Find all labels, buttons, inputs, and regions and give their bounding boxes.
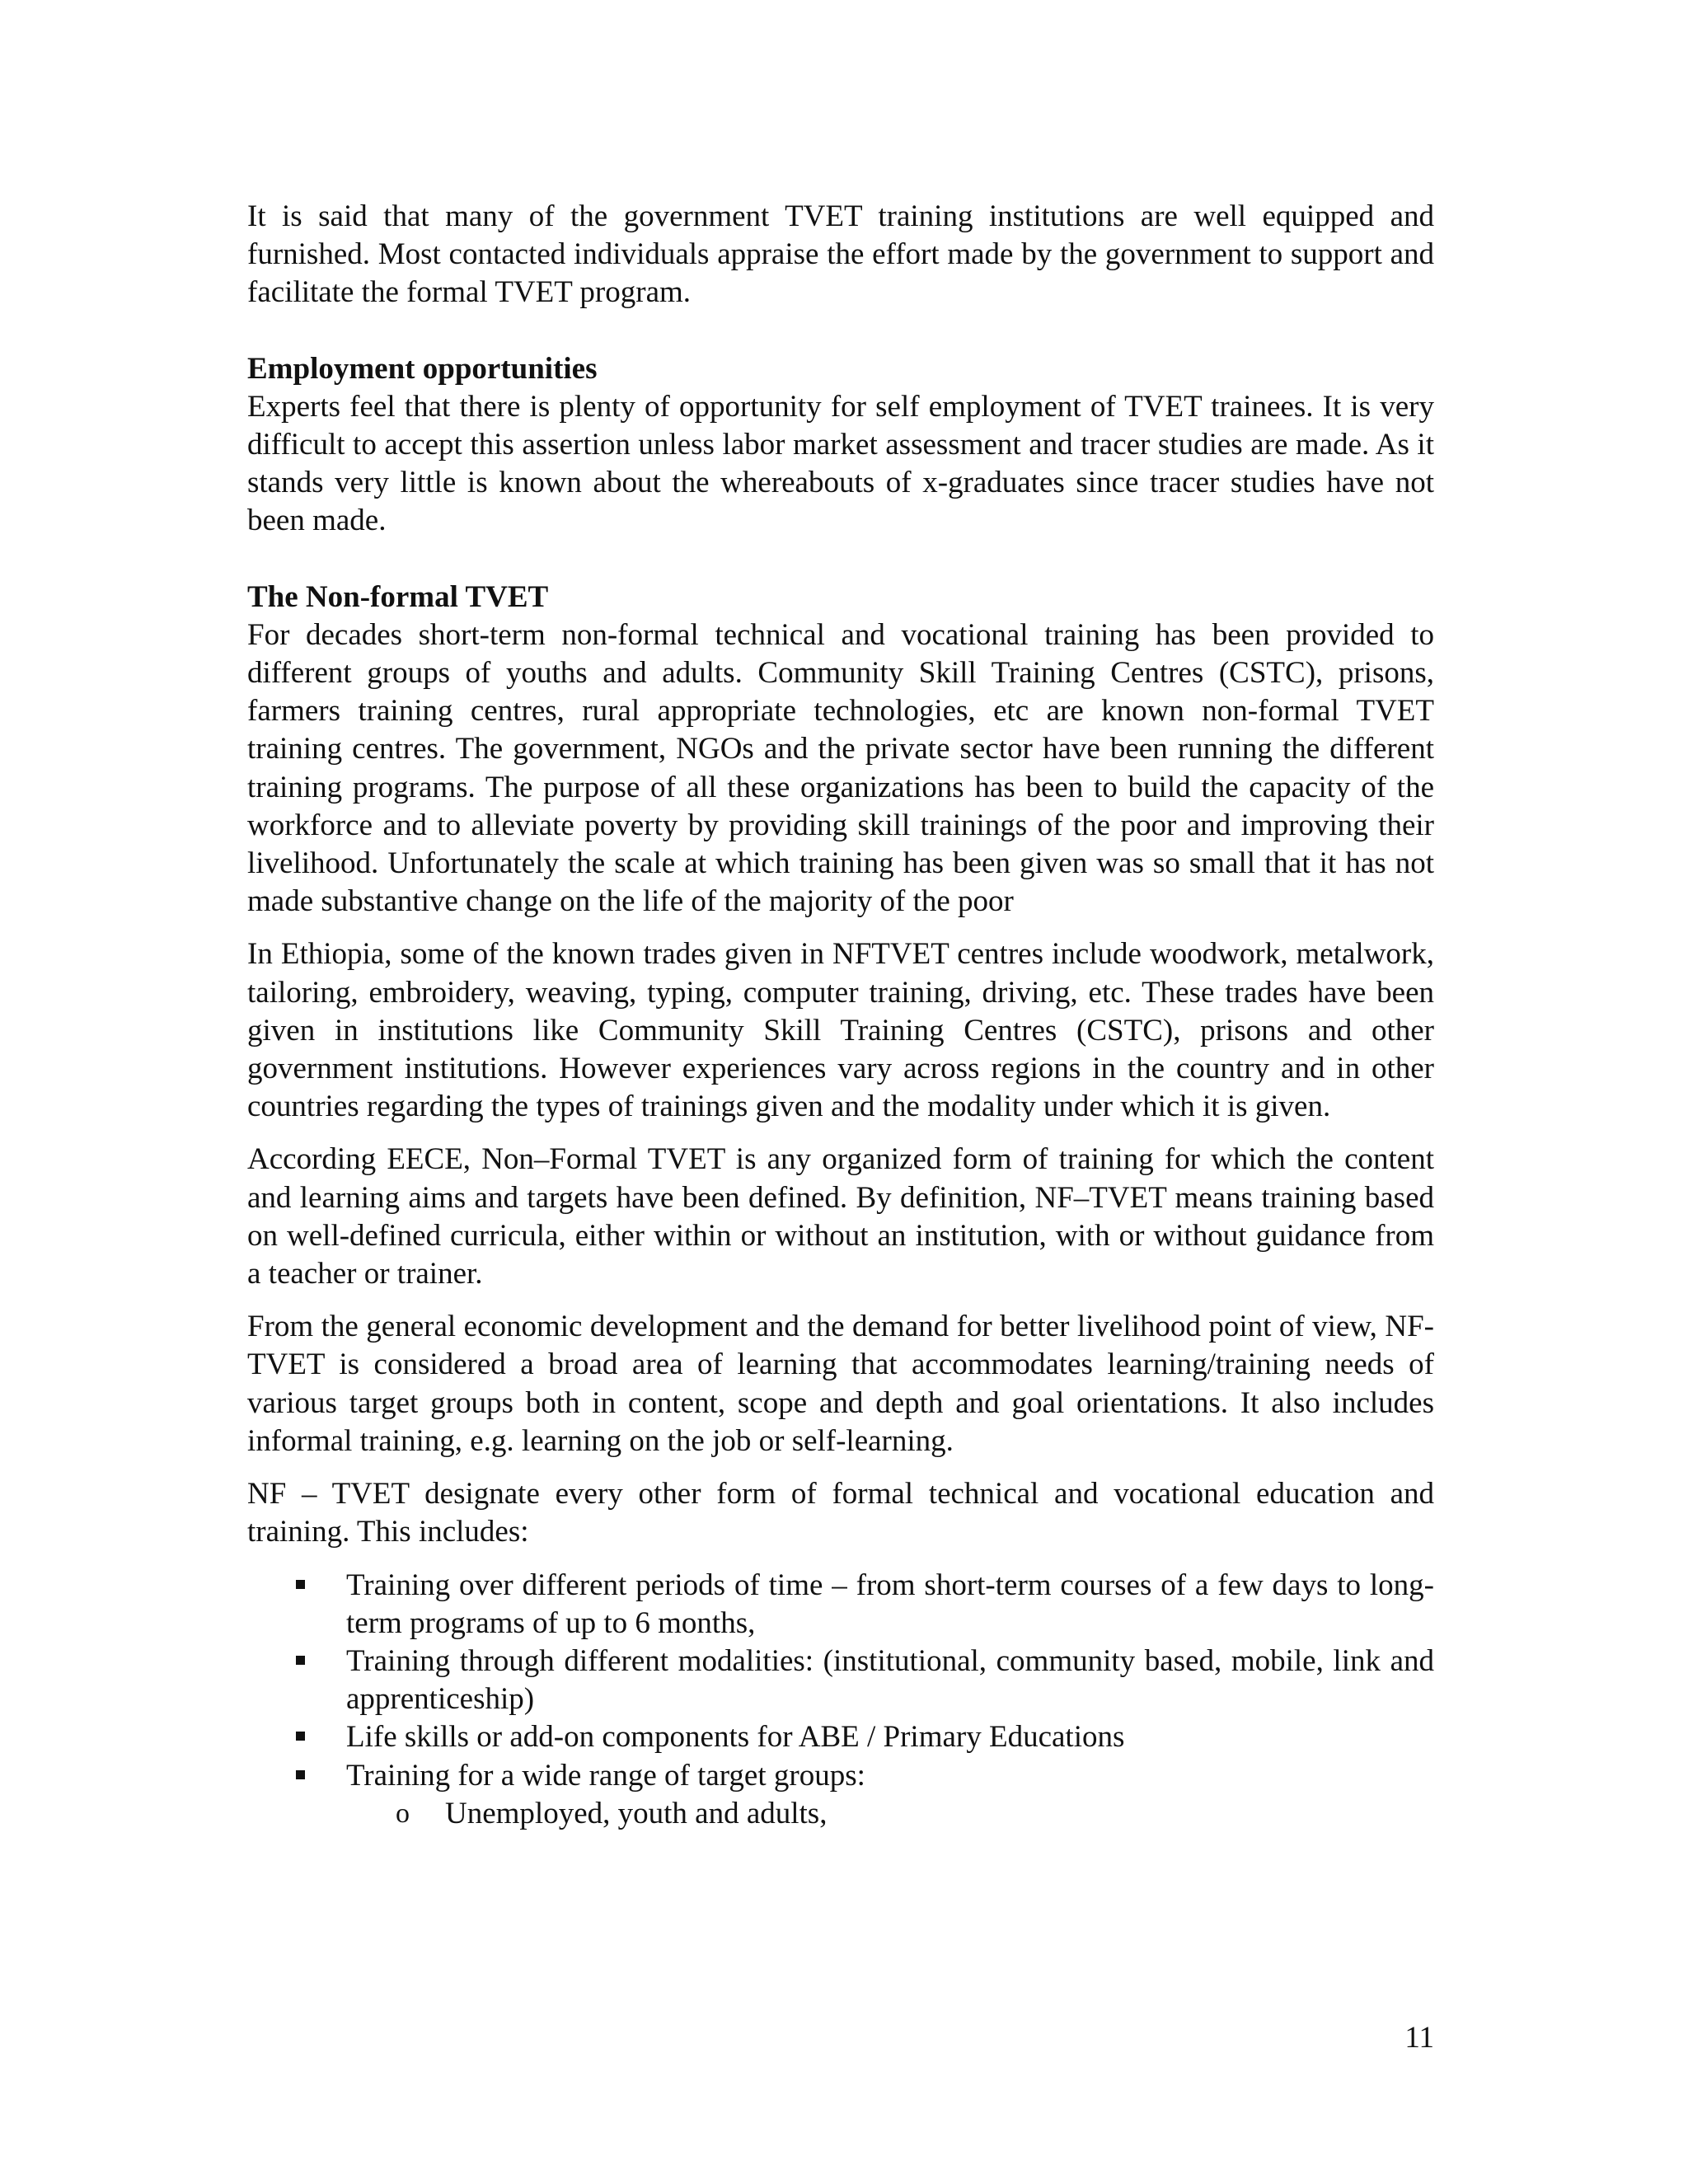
- intro-paragraph: It is said that many of the government TVET training institutions are well equipped and furnished. Most contacted individuals appraise the effort made by the government to support and facilitate the formal TVET program.: [247, 199, 1434, 310]
- nonformal-paragraph-5: NF – TVET designate every other form of formal technical and vocational education and training. This includes:: [247, 1477, 1434, 1549]
- nonformal-heading: The Non-formal TVET: [247, 579, 549, 614]
- employment-paragraph: Experts feel that there is plenty of opportunity for self employment of TVET trainees. It is very difficult to accept this assertion unless labor market assessment and tracer studies are made. As it stands very little is known about the whereabouts of x-graduates since tracer studies have not been made.: [247, 389, 1434, 538]
- spacer: [247, 1460, 1434, 1475]
- sub-list-item-text: Unemployed, youth and adults,: [445, 1796, 828, 1830]
- spacer: [247, 1293, 1434, 1308]
- hollow-circle-bullet-icon: o: [396, 1797, 410, 1829]
- target-groups-sublist: [346, 1795, 1434, 1833]
- square-bullet-icon: [296, 1580, 305, 1589]
- sub-list-item: [346, 1795, 1434, 1833]
- list-item: [247, 1718, 1434, 1756]
- list-item: [247, 1567, 1434, 1643]
- nonformal-paragraph-2: In Ethiopia, some of the known trades given in NFTVET centres include woodwork, metalwork, tailoring, embroidery, weaving, typing, computer training, driving, etc. These trades have been given in institutions like Community Skill Training Centres (CSTC), prisons and other government institutions. However experiences vary across regions in the country and in other countries regarding the types of trainings given and the modality under which it is given.: [247, 937, 1434, 1124]
- list-item-text: Training for a wide range of target groups:: [346, 1758, 865, 1793]
- spacer: [247, 1126, 1434, 1141]
- training-list: [247, 1567, 1434, 1833]
- nonformal-paragraph-3: According EECE, Non–Formal TVET is any organized form of training for which the content and learning aims and targets have been defined. By definition, NF–TVET means training based on well-defined curricula, either within or without an institution, with or without guidance from a teacher or trainer.: [247, 1142, 1434, 1291]
- page-number: 11: [1404, 2021, 1434, 2055]
- list-item: [247, 1643, 1434, 1718]
- spacer: [247, 312, 1434, 350]
- spacer: [247, 921, 1434, 935]
- spacer: [247, 1552, 1434, 1567]
- nonformal-paragraph-1: For decades short-term non-formal technical and vocational training has been provided to different groups of youths and adults. Community Skill Training Centres (CSTC), prisons, farmers training centres, rural appropriate technologies, etc are known non-formal TVET training centres. The government, NGOs and the private sector have been running the different training programs. The purpose of all these organizations has been to build the capacity of the workforce and to alleviate poverty by providing skill trainings of the poor and improving their livelihood. Unfortunately the scale at which training has been given was so small that it has not made substantive change on the life of the majority of the poor: [247, 617, 1434, 919]
- document-page: [247, 198, 1434, 1833]
- employment-heading: Employment opportunities: [247, 351, 598, 386]
- list-item-text: Training over different periods of time – from short-term courses of a few days to long-term programs of up to 6 months,: [346, 1568, 1434, 1640]
- square-bullet-icon: [296, 1732, 305, 1741]
- list-item: [247, 1757, 1434, 1833]
- spacer: [247, 541, 1434, 579]
- square-bullet-icon: [296, 1656, 305, 1665]
- list-item-text: Training through different modalities: (institutional, community based, mobile, link and apprenticeship): [346, 1643, 1434, 1717]
- square-bullet-icon: [296, 1770, 305, 1779]
- list-item-text: Life skills or add-on components for ABE / Primary Educations: [346, 1720, 1125, 1755]
- nonformal-paragraph-4: From the general economic development and the demand for better livelihood point of view, NF-TVET is considered a broad area of learning that accommodates learning/training needs of various target groups both in content, scope and depth and goal orientations. It also includes informal training, e.g. learning on the job or self-learning.: [247, 1310, 1434, 1458]
